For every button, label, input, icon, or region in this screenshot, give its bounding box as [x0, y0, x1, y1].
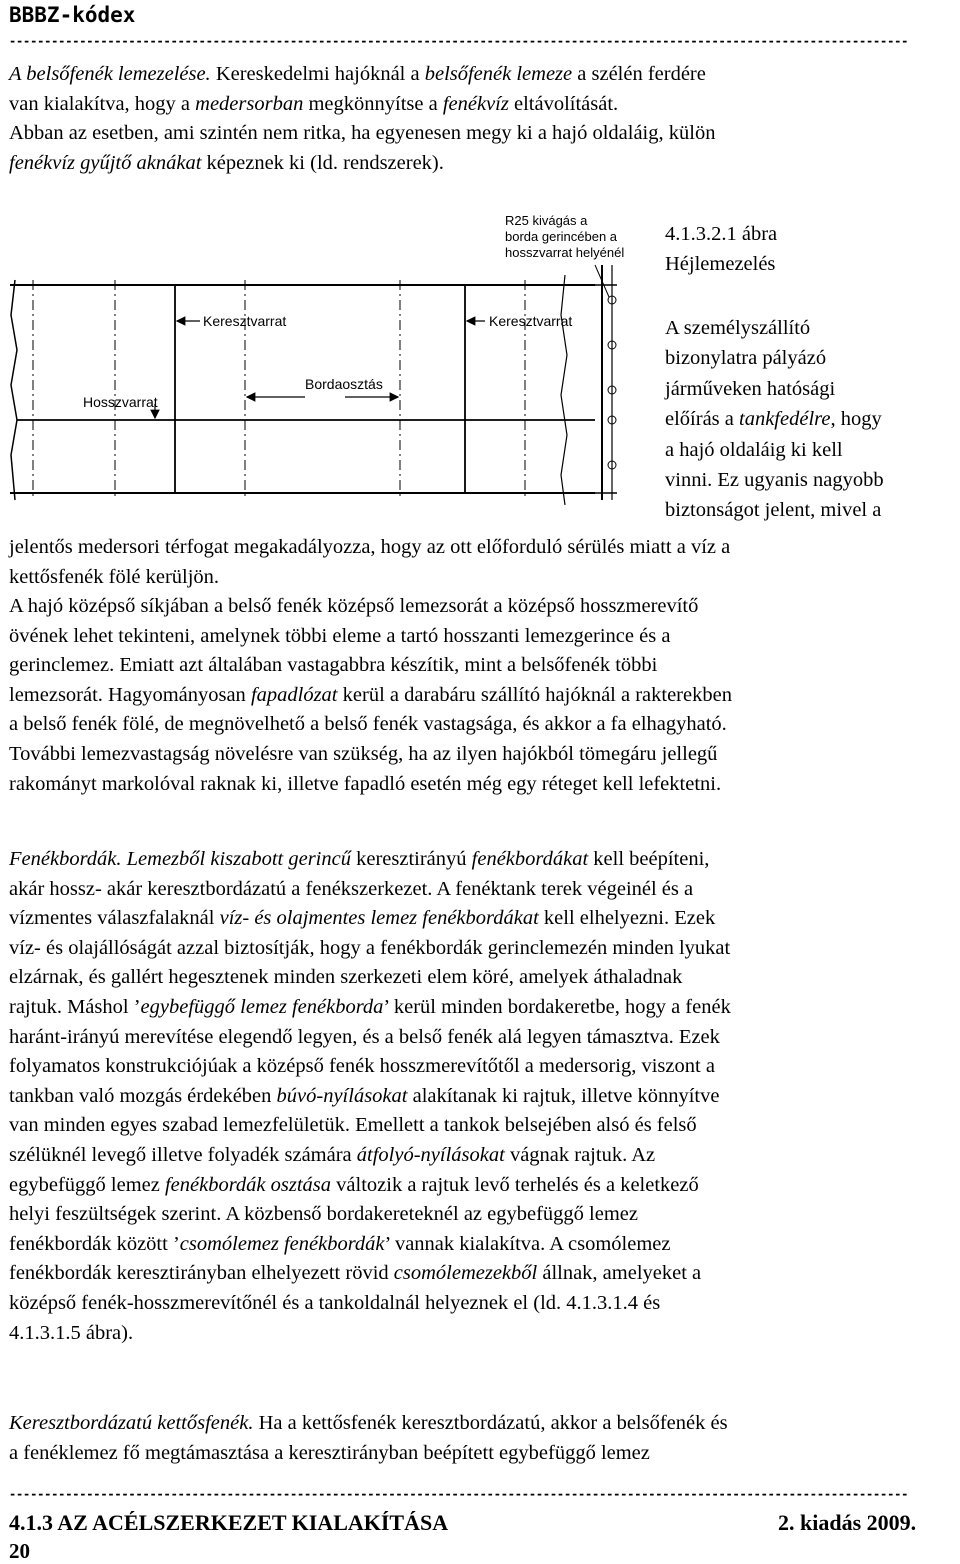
para4-term: Keresztbordázatú kettősfenék.	[9, 1412, 254, 1434]
figure-number: 4.1.3.2.1 ábra	[665, 223, 778, 245]
note-line-1: R25 kivágás a	[505, 213, 588, 228]
footer-separator: --------------------------------------------------------------------------------------------------------------------------------	[9, 1487, 909, 1501]
para3-term: Fenékbordák.	[9, 848, 122, 870]
label-cross-seam-right: Keresztvarrat	[489, 313, 573, 329]
label-frame-spacing: Bordaosztás	[305, 376, 383, 392]
footer-chapter-title: 4.1.3 AZ ACÉLSZERKEZET KIALAKÍTÁSA	[9, 1510, 449, 1535]
left-break-line	[11, 280, 17, 500]
paragraph-3: Fenékbordák. Lemezből kiszabott gerincű keresztirányú fenékbordákat kell beépíteni, akár hossz- akár keresztbordázatú a fenékszerkezet. A fenéktank terek végeinél és a vízmentes válaszfalaknál víz- és olajmentes lemez fenékbordákat kell elhelyezni. Ezek víz- és olajállóságát azzal biztosítják, hogy a fenékbordák gerinclemezén minden lyukat elzárnak, és gallért hegesztenek minden szerkezeti elem köré, amelyek áthaladnak rajtuk. Máshol ’egybefüggő lemez fenékborda’ kerül minden bordakeretbe, hogy a fenék haránt-irányú merevítése elegendő legyen, és a belső fenék alá legyen támasztva. Ezek folyamatos konstrukciójúak a középső fenék hosszmerevítőtől a medersorig, viszont a tankban való mozgás érdekében búvó-nyílásokat alakítanak ki rajtuk, illetve könnyítve van minden egyes szabad lemezfelületük. Emellett a tankok belsejében alsó és felső szélüknél levegő illetve folyadék számára átfolyó-nyílásokat vágnak rajtuk. Az egybefüggő lemez fenékbordák osztása változik a rajtuk levő terhelés és a keletkező helyi feszültségek szerint. A közbenső bordakereteknél az egybefüggő lemez fenékbordák között ’csomólemez fenékbordák’ vannak kialakítva. A csomólemez fenékbordák keresztirányban elhelyezett rövid csomólemezekből állnak, amelyeket a középső fenék-hosszmerevítőnél és a tankoldalnál helyeznek el (ld. 4.1.3.1.4 és 4.1.3.1.5 ábra).	[9, 848, 731, 1344]
hull-plating-drawing	[5, 205, 655, 505]
right-break-line	[561, 275, 567, 505]
hull-plating-figure	[5, 205, 655, 505]
figure-caption	[665, 220, 955, 279]
intro-term: A belsőfenék lemezelése.	[9, 63, 211, 85]
intro-paragraph: A belsőfenék lemezelése. Kereskedelmi hajóknál a belsőfenék lemeze a szélén ferdére van kialakítva, hogy a medersorban megkönnyítse a fenékvíz eltávolítását. Abban az esetben, ami szintén nem ritka, ha egyenesen megy ki a hajó oldaláig, külön fenékvíz gyűjtő aknákat képeznek ki (ld. rendszerek).	[9, 63, 716, 174]
paragraph-4: Keresztbordázatú kettősfenék. Ha a kettősfenék keresztbordázatú, akkor a belsőfenék és a fenéklemez fő megtámasztása a keresztirányban beépített egybefüggő lemez	[9, 1412, 728, 1464]
page-number: 20	[9, 1539, 30, 1563]
header-separator: --------------------------------------------------------------------------------------------------------------------------------	[9, 34, 909, 48]
figure-title: Héjlemezelés	[665, 252, 776, 275]
footer-edition: 2. kiadás 2009.	[778, 1510, 917, 1535]
note-line-3: hosszvarrat helyénél	[505, 245, 625, 260]
side-text: A személyszállító bizonylatra pályázó járműveken hatósági előírás a tankfedélre, hogy a hajó oldaláig ki kell vinni. Ez ugyanis nagyobb biztonságot jelent, mivel a	[665, 317, 884, 522]
label-longitudinal-seam: Hosszvarrat	[83, 394, 158, 410]
document-code: BBBZ-kódex	[9, 3, 136, 27]
note-line-2: borda gerincében a	[505, 229, 618, 244]
label-cross-seam-left: Keresztvarrat	[203, 313, 287, 329]
paragraph-1: jelentős medersori térfogat megakadályozza, hogy az ott előforduló sérülés miatt a víz a kettősfenék fölé kerüljön.	[9, 536, 731, 588]
paragraph-2: A hajó középső síkjában a belső fenék középső lemezsorát a középső hosszmerevítő övének lehet tekinteni, amelynek többi eleme a tartó hosszanti lemezgerince és a gerinclemez. Emiatt azt általában vastagabbra készítik, mint a belsőfenék többi lemezsorát. Hagyományosan fapadlózat kerül a darabáru szállító hajóknál a rakterekben a belső fenék fölé, de megnövelhető a belső fenék vastagsága, és akkor a fa elhagyható. További lemezvastagság növelésre van szükség, ha az ilyen hajókból tömegáru jellegű rakományt markolóval raknak ki, illetve fapadló esetén még egy réteget kell lefektetni.	[9, 595, 732, 795]
